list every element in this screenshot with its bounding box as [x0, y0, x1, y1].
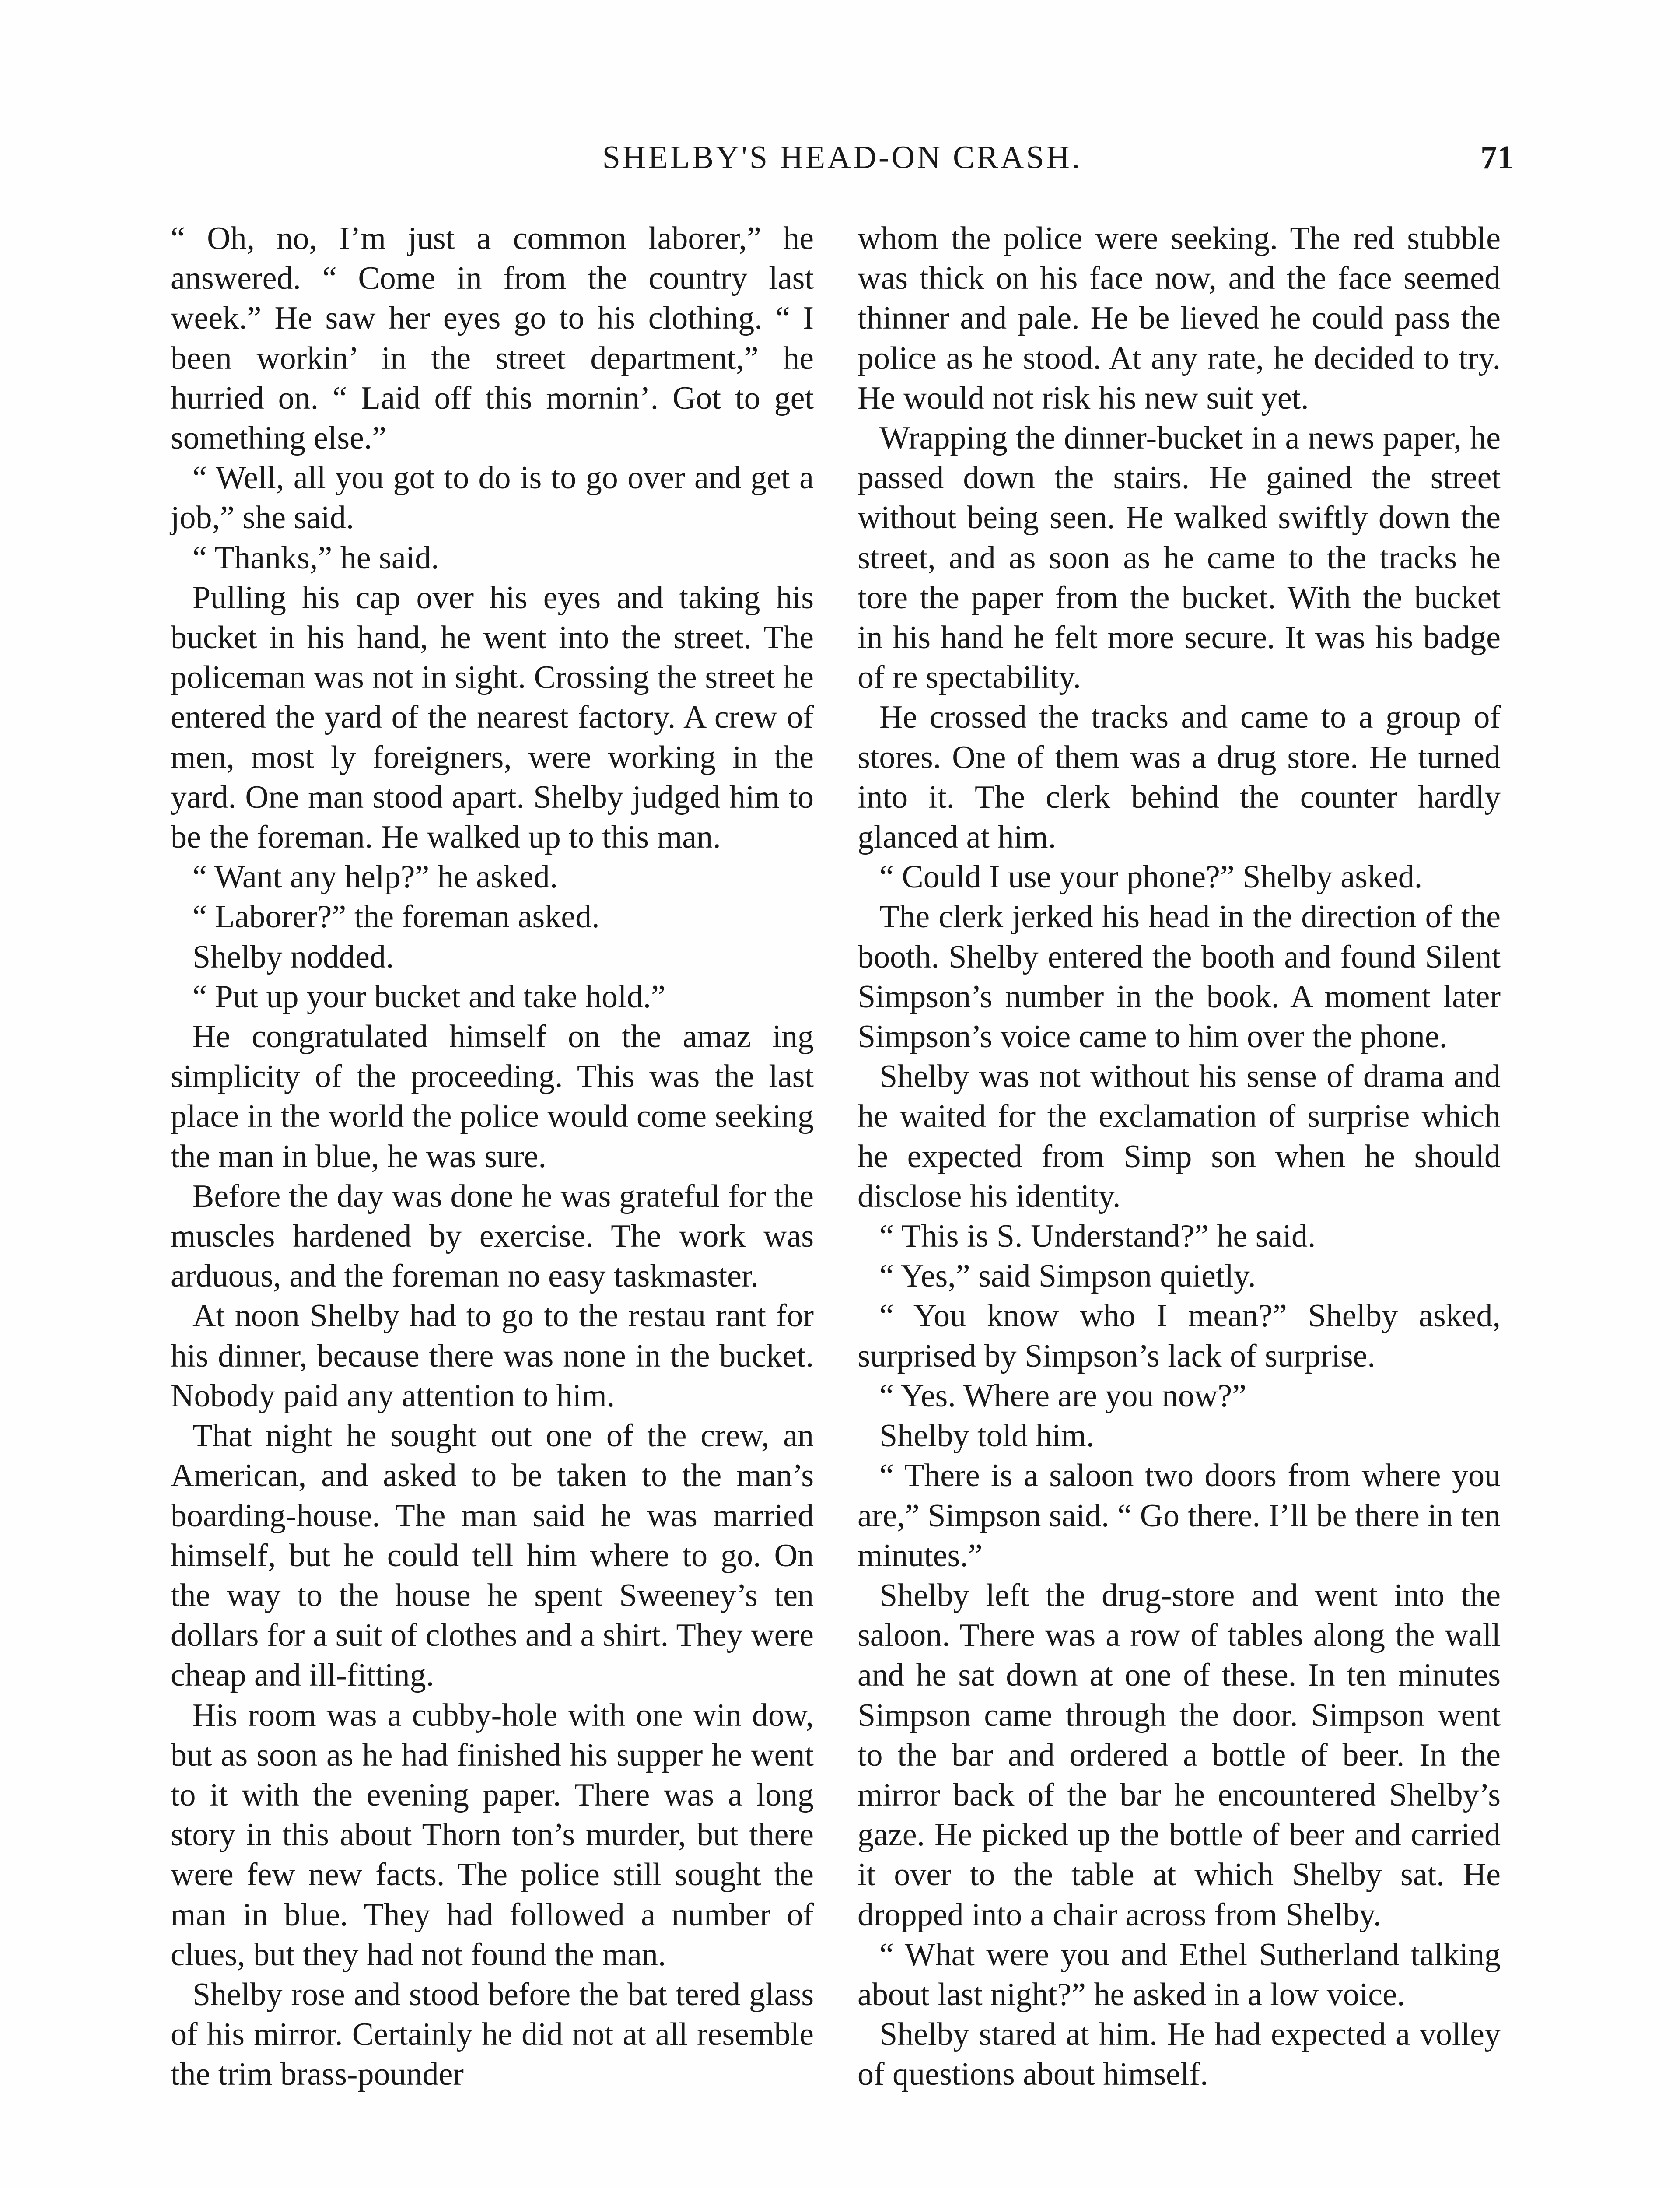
paragraph: “ Oh, no, I’m just a common laborer,” he answered. “ Come in from the country last week.” He saw her eyes go to his clothing. “ I been workin’ in the street department,” he hurried on. “ Laid off this mornin’. Got to get something else.”	[171, 221, 814, 456]
paragraph: He crossed the tracks and came to a group of stores. One of them was a drug store. He turned into it. The clerk behind the counter hardly glanced at him.	[858, 699, 1501, 856]
paragraph: “ Laborer?” the foreman asked.	[192, 899, 600, 935]
paragraph-continuation: whom the police were seeking. The red stubble was thick on his face now, and the face seemed thinner and pale. He be lieved he could pass the police as he stood. At any rate, he decided to try. He would not risk his new suit yet.	[858, 221, 1501, 416]
paragraph: “ Yes. Where are you now?”	[879, 1378, 1247, 1414]
page-number: 71	[1480, 139, 1514, 176]
paragraph: That night he sought out one of the crew, an American, and asked to be taken to the man’s boarding-house. The man said he was married himself, but he could tell him where to go. On the way to the house he spent Sweeney’s ten dollars for a suit of clothes and a shirt. They were cheap and ill-fitting.	[171, 1418, 814, 1694]
paragraph: Shelby nodded.	[192, 939, 394, 975]
paragraph: “ This is S. Understand?” he said.	[879, 1218, 1316, 1255]
paragraph: “ Well, all you got to do is to go over and get a job,” she said.	[171, 460, 814, 536]
left-column	[171, 219, 814, 2095]
paragraph: “ Could I use your phone?” Shelby asked.	[879, 859, 1423, 895]
running-head	[171, 131, 1514, 184]
paragraph: Shelby was not without his sense of drama and he waited for the exclamation of surprise which he expected from Simp son when he should disclose his identity.	[858, 1059, 1501, 1214]
paragraph: Before the day was done he was grateful for the muscles hardened by exercise. The work was arduous, and the foreman no easy taskmaster.	[171, 1178, 814, 1294]
right-column	[858, 219, 1501, 2095]
paragraph: Wrapping the dinner-bucket in a news paper, he passed down the stairs. He gained the street without being seen. He walked swiftly down the street, and as soon as he came to the tracks he tore the paper from the bucket. With the bucket in his hand he felt more secure. It was his badge of re spectability.	[858, 420, 1501, 696]
paragraph: “ Put up your bucket and take hold.”	[192, 978, 665, 1015]
paragraph: Shelby told him.	[879, 1418, 1095, 1454]
paragraph: At noon Shelby had to go to the restau rant for his dinner, because there was none in the bucket. Nobody paid any attention to him.	[171, 1298, 814, 1414]
running-title: SHELBY'S HEAD-ON CRASH.	[602, 140, 1082, 175]
paragraph: “ What were you and Ethel Sutherland talking about last night?” he asked in a low voice.	[858, 1936, 1501, 2013]
paragraph: “ Want any help?” he asked.	[192, 859, 558, 895]
paragraph: Shelby rose and stood before the bat tered glass of his mirror. Certainly he did not at all resemble the trim brass-pounder	[171, 1976, 814, 2093]
paragraph: His room was a cubby-hole with one win dow, but as soon as he had finished his supper he went to it with the evening paper. There was a long story in this about Thorn ton’s murder, but there were few new facts. The police still sought the man in blue. They had followed a number of clues, but they had not found the man.	[171, 1697, 814, 1973]
paragraph: He congratulated himself on the amaz ing simplicity of the proceeding. This was the last place in the world the police would come seeking the man in blue, he was sure.	[171, 1019, 814, 1175]
paragraph: The clerk jerked his head in the direction of the booth. Shelby entered the booth and found Silent Simpson’s number in the book. A moment later Simpson’s voice came to him over the phone.	[858, 899, 1501, 1055]
paragraph: Shelby left the drug-store and went into the saloon. There was a row of tables along the wall and he sat down at one of these. In ten minutes Simpson came through the door. Simpson went to the bar and ordered a bottle of beer. In the mirror back of the bar he encountered Shelby’s gaze. He picked up the bottle of beer and carried it over to the table at which Shelby sat. He dropped into a chair across from Shelby.	[858, 1577, 1501, 1933]
paragraph: Shelby stared at him. He had expected a volley of questions about himself.	[858, 2016, 1501, 2093]
paragraph: “ There is a saloon two doors from where you are,” Simpson said. “ Go there. I’ll be there in ten minutes.”	[858, 1458, 1501, 1574]
paragraph: “ You know who I mean?” Shelby asked, surprised by Simpson’s lack of surprise.	[858, 1298, 1501, 1374]
paragraph: “ Thanks,” he said.	[192, 540, 439, 576]
paragraph: Pulling his cap over his eyes and taking his bucket in his hand, he went into the street. The policeman was not in sight. Crossing the street he entered the yard of the nearest factory. A crew of men, most ly foreigners, were working in the yard. One man stood apart. Shelby judged him to be the foreman. He walked up to this man.	[171, 579, 814, 856]
paragraph: “ Yes,” said Simpson quietly.	[879, 1258, 1256, 1294]
